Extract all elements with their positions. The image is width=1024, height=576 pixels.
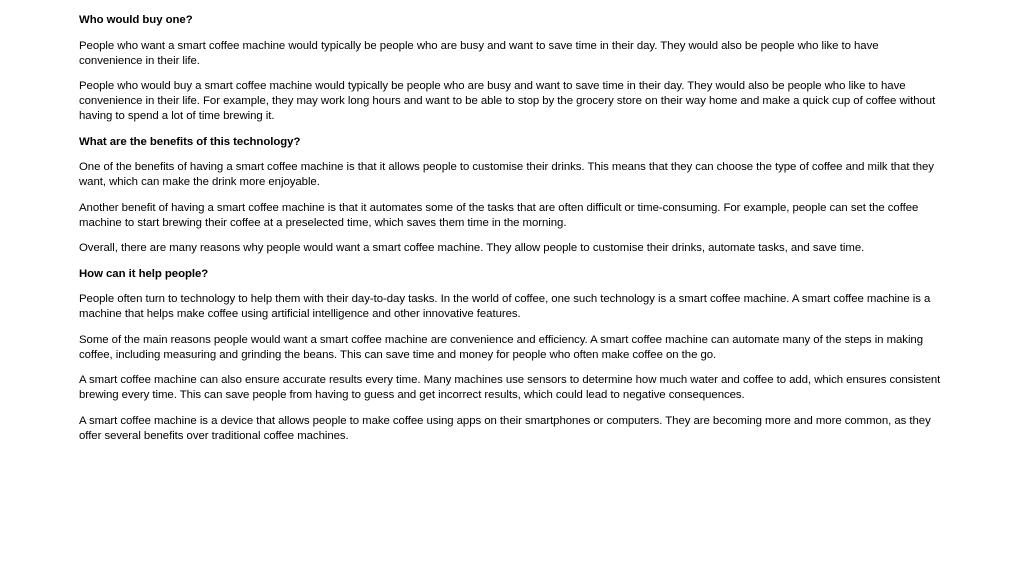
paragraph: People often turn to technology to help them with their day-to-day tasks. In the world of coffee, one such technology is a smart coffee machine. A smart coffee machine is a machine that helps make coffee using artificial intelligence and other innovative features.	[79, 293, 931, 320]
section-heading-benefits: What are the benefits of this technology?	[79, 135, 301, 148]
paragraph: Another benefit of having a smart coffee machine is that it automates some of the tasks that are often difficult or time-consuming. For example, people can set the coffee machine to start brewing their coffee at a preselected time, which saves them time in the morning.	[79, 201, 919, 229]
paragraph: A smart coffee machine can also ensure accurate results every time. Many machines use sensors to determine how much water and coffee to add, which ensures consistent brewing every time. This can save people from having to guess and get incorrect results, which could lead to negative consequences.	[79, 374, 941, 401]
section-heading-who-would-buy: Who would buy one?	[79, 14, 193, 26]
paragraph: Overall, there are many reasons why people would want a smart coffee machine. They allow people to customise their drinks, automate tasks, and save time.	[79, 242, 865, 254]
paragraph: People who would buy a smart coffee machine would typically be people who are busy and want to save time in their day. They would also be people who like to have convenience in their life. For example, they may work long hours and want to be able to stop by the grocery store on their way home and make a quick cup of coffee without having to spend a lot of time brewing it.	[79, 80, 936, 122]
paragraph: One of the benefits of having a smart coffee machine is that it allows people to customise their drinks. This means that they can choose the type of coffee and milk that they want, which can make the drink more enjoyable.	[79, 161, 934, 188]
paragraph: A smart coffee machine is a device that allows people to make coffee using apps on their smartphones or computers. They are becoming more and more common, as they offer several benefits over traditional coffee machines.	[79, 414, 931, 442]
section-heading-how-help: How can it help people?	[79, 267, 209, 280]
slide-text-body	[79, 13, 945, 454]
paragraph: People who want a smart coffee machine would typically be people who are busy and want to save time in their day. They would also be people who like to have convenience in their life.	[79, 39, 879, 67]
paragraph: Some of the main reasons people would want a smart coffee machine are convenience and efficiency. A smart coffee machine can automate many of the steps in making coffee, including measuring and grinding the beans. This can save time and money for people who often make coffee on the go.	[79, 333, 923, 361]
